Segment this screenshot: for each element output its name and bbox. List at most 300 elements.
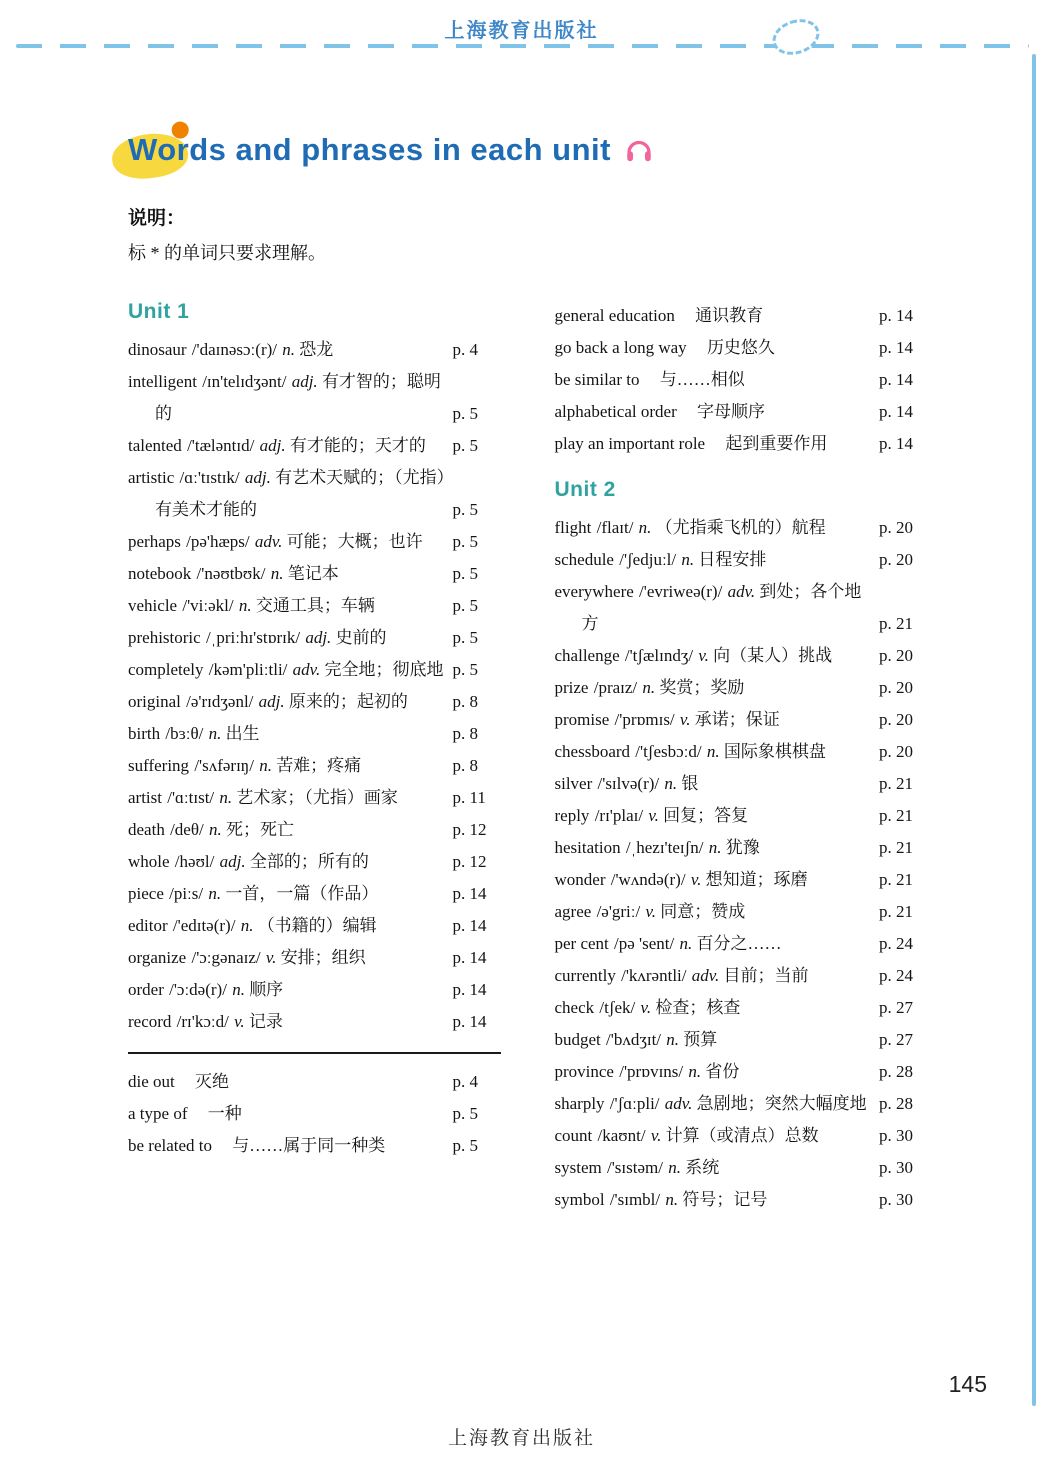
entry-word: currently <box>554 966 616 985</box>
entry-text <box>555 1088 874 1120</box>
entry-pos: n. <box>208 884 222 903</box>
vocab-entry <box>555 1024 928 1056</box>
entry-text <box>555 1120 874 1152</box>
entry-word: birth <box>128 724 161 743</box>
vocab-entry <box>128 430 501 462</box>
entry-text <box>555 992 874 1024</box>
entry-pos: adj. <box>258 692 285 711</box>
entry-definition: 一首，一篇（作品） <box>225 884 379 903</box>
entry-page-ref: p. 30 <box>879 1126 913 1145</box>
vocab-entry <box>555 1120 928 1152</box>
vocab-entry <box>555 832 928 864</box>
vocab-entry <box>555 704 928 736</box>
entry-definition: 奖赏；奖励 <box>659 678 745 697</box>
entry-page-ref: p. 14 <box>879 434 913 453</box>
entry-text <box>128 974 447 1006</box>
vocab-entry <box>555 544 928 576</box>
entry-word: suffering <box>128 756 190 775</box>
entry-phonetic: /flaɪt/ <box>596 518 634 537</box>
entry-word: agree <box>554 902 592 921</box>
entry-text <box>555 1056 874 1088</box>
entry-text <box>128 718 447 750</box>
entry-page-ref: p. 21 <box>879 774 913 793</box>
top-publisher: 上海教育出版社 <box>444 20 599 42</box>
entry-pos: v. <box>648 806 659 825</box>
entry-pos: v. <box>698 646 709 665</box>
entry-word: per cent <box>554 934 609 953</box>
entry-pos: adj. <box>305 628 332 647</box>
note-label: 说明： <box>128 208 186 229</box>
vocab-entry <box>555 800 928 832</box>
unit-2-word-list <box>555 512 928 1216</box>
entry-text <box>555 896 874 928</box>
entry-text <box>555 640 874 672</box>
entry-page-ref: p. 14 <box>452 948 487 967</box>
entry-page-ref: p. 5 <box>452 596 478 615</box>
entry-word: hesitation <box>554 838 621 857</box>
entry-page-ref: p. 5 <box>452 404 478 423</box>
entry-phonetic: /'wʌndə(r)/ <box>610 870 686 889</box>
entry-text <box>128 526 447 558</box>
entry-definition: 预算 <box>683 1030 718 1049</box>
entry-phrase: be similar to <box>554 370 640 389</box>
entry-definition: 出生 <box>225 724 260 743</box>
entry-text <box>128 334 447 366</box>
entry-phonetic: /pə'hæps/ <box>186 532 250 551</box>
entry-phrase: be related to <box>128 1136 213 1155</box>
entry-pos: n. <box>664 774 678 793</box>
entry-definition: 计算（或清点）总数 <box>665 1126 819 1145</box>
entry-text <box>128 558 447 590</box>
vocab-entry <box>128 718 501 750</box>
vocab-entry <box>128 590 501 622</box>
entry-pos: n. <box>208 820 222 839</box>
phrase-entry <box>128 1066 501 1098</box>
headphone-icon <box>623 135 655 165</box>
entry-word: intelligent <box>128 372 197 391</box>
vocab-entry <box>555 896 928 928</box>
entry-phonetic: /'ɔːgənaɪz/ <box>191 948 261 967</box>
entry-definition: 省份 <box>705 1062 740 1081</box>
entry-text <box>555 704 874 736</box>
entry-text <box>555 960 874 992</box>
entry-page-ref: p. 5 <box>452 500 478 519</box>
entry-definition: （尤指乘飞机的）航程 <box>655 518 826 537</box>
entry-page-ref: p. 5 <box>452 436 478 455</box>
entry-page-ref: p. 12 <box>452 820 487 839</box>
bottom-publisher: 上海教育出版社 <box>447 1428 595 1449</box>
vocab-entry <box>128 942 501 974</box>
entry-text <box>555 544 874 576</box>
entry-pos: n. <box>666 1030 680 1049</box>
entry-word: check <box>554 998 595 1017</box>
entry-phonetic: /'tæləntɪd/ <box>187 436 255 455</box>
entry-phonetic: /'bʌdʒɪt/ <box>606 1030 662 1049</box>
vocab-entry <box>128 334 501 366</box>
entry-page-ref: p. 11 <box>452 788 486 807</box>
entry-pos: n. <box>208 724 222 743</box>
entry-phonetic: /'evriweə(r)/ <box>639 582 723 601</box>
entry-page-ref: p. 5 <box>452 564 478 583</box>
entry-text <box>128 782 447 814</box>
entry-definition: 艺术家；（尤指）画家 <box>236 788 398 807</box>
entry-word: everywhere <box>554 582 634 601</box>
entry-pos: n. <box>679 934 693 953</box>
vocab-entry <box>555 960 928 992</box>
entry-definition: 犹豫 <box>725 838 760 857</box>
entry-definition: 史前的 <box>335 628 387 647</box>
vocab-entry <box>555 1152 928 1184</box>
entry-phonetic: /'daɪnəsɔː(r)/ <box>191 340 277 359</box>
entry-pos: adj. <box>259 436 286 455</box>
entry-pos: v. <box>650 1126 662 1145</box>
entry-page-ref: p. 21 <box>879 838 913 857</box>
entry-text <box>555 800 874 832</box>
entry-pos: n. <box>638 518 652 537</box>
entry-definition: 可能；大概；也许 <box>286 532 423 551</box>
entry-definition: 有才智的；聪明的 <box>155 372 441 423</box>
entry-word: editor <box>128 916 168 935</box>
entry-phonetic: /piːs/ <box>169 884 204 903</box>
entry-phonetic: /ˌhezɪ'teɪʃn/ <box>625 838 704 857</box>
entry-text <box>555 928 874 960</box>
word-list-columns <box>128 300 927 1216</box>
entry-page-ref: p. 20 <box>879 710 913 729</box>
entry-page-ref: p. 28 <box>879 1062 913 1081</box>
entry-text <box>128 846 447 878</box>
entry-word: completely <box>128 660 204 679</box>
vocab-entry <box>555 736 928 768</box>
entry-page-ref: p. 21 <box>879 806 913 825</box>
entry-text <box>128 910 447 942</box>
entry-word: dinosaur <box>128 340 187 359</box>
vocab-entry <box>555 992 928 1024</box>
entry-page-ref: p. 14 <box>452 980 487 999</box>
entry-word: original <box>128 692 181 711</box>
entry-word: piece <box>128 884 164 903</box>
vocab-entry <box>555 576 928 640</box>
entry-word: system <box>554 1158 602 1177</box>
entry-definition: 符号；记号 <box>682 1190 768 1209</box>
entry-phrase: go back a long way <box>554 338 687 357</box>
entry-word: perhaps <box>128 532 181 551</box>
entry-text <box>555 864 874 896</box>
entry-phonetic: /'nəʊtbʊk/ <box>196 564 266 583</box>
entry-definition: 通识教育 <box>695 306 764 325</box>
entry-phonetic: /'sɪlvə(r)/ <box>597 774 660 793</box>
entry-phonetic: /ɑː'tɪstɪk/ <box>179 468 240 487</box>
entry-phonetic: /tʃek/ <box>599 998 636 1017</box>
entry-phonetic: /'tʃesbɔːd/ <box>635 742 702 761</box>
entry-phonetic: /ˌpriːhɪ'stɒrɪk/ <box>205 628 301 647</box>
phrase-entry <box>128 1098 501 1130</box>
entry-page-ref: p. 14 <box>879 306 913 325</box>
entry-word: vehicle <box>128 596 178 615</box>
entry-word: chessboard <box>554 742 631 761</box>
entry-phonetic: /həʊl/ <box>174 852 215 871</box>
entry-pos: v. <box>234 1012 245 1031</box>
entry-page-ref: p. 24 <box>879 966 913 985</box>
entry-page-ref: p. 28 <box>879 1094 913 1113</box>
phrase-entry <box>128 1130 501 1162</box>
entry-phonetic: /'tʃælɪndʒ/ <box>624 646 694 665</box>
entry-page-ref: p. 8 <box>452 724 478 743</box>
entry-definition: 记录 <box>248 1012 283 1031</box>
vocab-entry <box>128 910 501 942</box>
vocab-entry <box>555 672 928 704</box>
entry-page-ref: p. 5 <box>452 628 478 647</box>
entry-definition: 起到重要作用 <box>725 434 828 453</box>
entry-pos: n. <box>706 742 720 761</box>
vocab-entry <box>555 1088 928 1120</box>
entry-word: reply <box>554 806 590 825</box>
entry-phonetic: /'viːəkl/ <box>182 596 234 615</box>
entry-text <box>128 622 447 654</box>
entry-page-ref: p. 4 <box>452 1072 478 1091</box>
entry-text <box>128 942 447 974</box>
vocab-entry <box>128 366 501 430</box>
entry-definition: 承诺；保证 <box>694 710 780 729</box>
entry-word: sharply <box>554 1094 605 1113</box>
entry-phrase: alphabetical order <box>554 402 677 421</box>
entry-definition: 死；死亡 <box>225 820 294 839</box>
entry-phrase: play an important role <box>554 434 706 453</box>
entry-definition: 历史悠久 <box>706 338 775 357</box>
phrase-entry <box>555 300 928 332</box>
entry-page-ref: p. 21 <box>879 614 913 633</box>
entry-page-ref: p. 20 <box>879 678 913 697</box>
entry-phonetic: /praɪz/ <box>593 678 638 697</box>
entry-text <box>555 300 874 332</box>
vocab-entry <box>555 928 928 960</box>
entry-definition: 国际象棋棋盘 <box>723 742 826 761</box>
entry-text <box>128 1066 447 1098</box>
entry-pos: adv. <box>254 532 283 551</box>
entry-phonetic: /'prɒvɪns/ <box>619 1062 684 1081</box>
entry-page-ref: p. 5 <box>452 532 478 551</box>
phrase-entry <box>555 428 928 460</box>
entry-text <box>128 462 447 526</box>
vocab-entry <box>555 864 928 896</box>
phrase-entry <box>555 364 928 396</box>
entry-phonetic: /'ɔːdə(r)/ <box>169 980 227 999</box>
unit-2-heading: Unit 2 <box>554 478 616 501</box>
entry-definition: 急剧地；突然大幅度地 <box>696 1094 867 1113</box>
entry-phonetic: /'sɪmbl/ <box>609 1190 661 1209</box>
entry-pos: adv. <box>292 660 321 679</box>
entry-page-ref: p. 27 <box>879 1030 913 1049</box>
entry-word: death <box>128 820 165 839</box>
unit-1-phrase-list <box>128 1066 501 1162</box>
entry-pos: v. <box>645 902 657 921</box>
entry-phonetic: /rɪ'kɔːd/ <box>176 1012 229 1031</box>
page-title <box>128 132 655 168</box>
vocab-entry <box>128 686 501 718</box>
entry-definition: 银 <box>681 774 699 793</box>
entry-pos: v. <box>640 998 652 1017</box>
entry-text <box>555 672 874 704</box>
entry-text <box>128 814 447 846</box>
entry-phonetic: /ɪn'telɪdʒənt/ <box>202 372 287 391</box>
entry-pos: adj. <box>219 852 246 871</box>
vocab-entry <box>555 768 928 800</box>
vocab-entry <box>128 622 501 654</box>
entry-phonetic: /bɜːθ/ <box>165 724 204 743</box>
vocab-entry <box>128 750 501 782</box>
entry-word: prize <box>554 678 589 697</box>
entry-definition: 系统 <box>685 1158 720 1177</box>
entry-definition: 全部的；所有的 <box>249 852 369 871</box>
entry-text <box>128 590 447 622</box>
entry-definition: 顺序 <box>249 980 284 999</box>
vocab-entry <box>128 878 501 910</box>
entry-definition: 一种 <box>207 1104 242 1123</box>
entry-text <box>555 576 874 640</box>
left-column <box>128 300 501 1162</box>
entry-page-ref: p. 5 <box>452 1136 478 1155</box>
entry-phonetic: /'edɪtə(r)/ <box>172 916 236 935</box>
entry-phonetic: /'prɒmɪs/ <box>614 710 675 729</box>
entry-word: challenge <box>554 646 620 665</box>
entry-pos: v. <box>679 710 691 729</box>
entry-definition: 与……相似 <box>659 370 745 389</box>
entry-text <box>555 512 874 544</box>
entry-text <box>555 1184 874 1216</box>
entry-page-ref: p. 27 <box>879 998 913 1017</box>
entry-phonetic: /ə'griː/ <box>596 902 641 921</box>
entry-word: artist <box>128 788 162 807</box>
entry-phonetic: /pə 'sent/ <box>614 934 675 953</box>
entry-page-ref: p. 14 <box>452 1012 487 1031</box>
vocab-entry <box>128 462 501 526</box>
entry-phonetic: /ə'rɪdʒənl/ <box>186 692 254 711</box>
vocab-entry <box>555 1056 928 1088</box>
entry-page-ref: p. 30 <box>879 1158 913 1177</box>
vocab-entry <box>555 512 928 544</box>
entry-page-ref: p. 20 <box>879 742 913 761</box>
vocab-entry <box>555 640 928 672</box>
entry-pos: n. <box>688 1062 702 1081</box>
entry-word: budget <box>554 1030 601 1049</box>
entry-page-ref: p. 14 <box>452 884 487 903</box>
entry-pos: n. <box>240 916 254 935</box>
entry-definition: 交通工具；车辆 <box>255 596 375 615</box>
entry-definition: 日程安排 <box>698 550 767 569</box>
vocab-entry <box>128 1006 501 1038</box>
entry-definition: 苦难；疼痛 <box>276 756 362 775</box>
entry-pos: v. <box>265 948 277 967</box>
entry-definition: 检查；核查 <box>655 998 741 1017</box>
entry-page-ref: p. 14 <box>879 402 913 421</box>
entry-word: organize <box>128 948 187 967</box>
entry-text <box>555 768 874 800</box>
note-text: 标 * 的单词只要求理解。 <box>128 243 326 263</box>
entry-text <box>555 428 874 460</box>
vocab-entry <box>128 558 501 590</box>
entry-definition: 有艺术天赋的；（尤指）有美术才能的 <box>155 468 446 519</box>
entry-definition: 到处；各个地方 <box>581 582 862 633</box>
entry-word: artistic <box>128 468 175 487</box>
right-border-decoration <box>1032 54 1036 1406</box>
entry-page-ref: p. 24 <box>879 934 913 953</box>
vocab-entry <box>128 846 501 878</box>
entry-pos: adv. <box>664 1094 693 1113</box>
page-number: 145 <box>948 1371 987 1397</box>
entry-word: province <box>554 1062 614 1081</box>
entry-pos: n. <box>219 788 233 807</box>
entry-word: count <box>554 1126 593 1145</box>
entry-word: flight <box>554 518 592 537</box>
vocab-entry <box>555 1184 928 1216</box>
entry-pos: n. <box>681 550 695 569</box>
entry-text <box>555 832 874 864</box>
entry-pos: n. <box>282 340 295 359</box>
entry-pos: adv. <box>727 582 756 601</box>
entry-page-ref: p. 21 <box>879 870 913 889</box>
entry-pos: v. <box>690 870 702 889</box>
entry-word: order <box>128 980 164 999</box>
entry-phonetic: /'sʌfərɪŋ/ <box>194 756 254 775</box>
entry-phonetic: /'sɪstəm/ <box>606 1158 663 1177</box>
entry-definition: 安排；组织 <box>280 948 366 967</box>
entry-definition: 恐龙 <box>299 340 334 359</box>
entry-phonetic: /'ɑːtɪst/ <box>167 788 215 807</box>
entry-word: whole <box>128 852 170 871</box>
phrase-entry <box>555 396 928 428</box>
entry-text <box>128 878 447 910</box>
vocab-entry <box>128 654 501 686</box>
entry-page-ref: p. 14 <box>879 338 913 357</box>
entry-page-ref: p. 8 <box>452 692 478 711</box>
entry-page-ref: p. 14 <box>452 916 487 935</box>
entry-definition: 与……属于同一种类 <box>232 1136 386 1155</box>
entry-phrase: die out <box>128 1072 175 1091</box>
entry-text <box>555 396 874 428</box>
entry-text <box>128 750 447 782</box>
entry-text <box>128 1098 447 1130</box>
entry-definition: 同意；赞成 <box>660 902 746 921</box>
entry-definition: 完全地；彻底地 <box>324 660 444 679</box>
dashed-line-decoration <box>16 44 1029 48</box>
note-block <box>128 203 326 265</box>
entry-text <box>128 430 447 462</box>
entry-pos: adj. <box>244 468 271 487</box>
entry-text <box>555 364 874 396</box>
entry-page-ref: p. 20 <box>879 518 913 537</box>
entry-phrase: general education <box>554 306 675 325</box>
entry-pos: n. <box>665 1190 679 1209</box>
entry-text <box>128 1130 447 1162</box>
entry-phonetic: /'ʃɑːpli/ <box>609 1094 660 1113</box>
entry-definition: 有才能的；天才的 <box>289 436 426 455</box>
entry-pos: n. <box>232 980 245 999</box>
entry-pos: adj. <box>291 372 318 391</box>
entry-phonetic: /rɪ'plaɪ/ <box>594 806 644 825</box>
entry-pos: n. <box>259 756 272 775</box>
entry-pos: adv. <box>691 966 720 985</box>
phrase-entry <box>555 332 928 364</box>
entry-word: prehistoric <box>128 628 201 647</box>
entry-text <box>128 366 447 430</box>
entry-text <box>555 332 874 364</box>
entry-definition: 回复；答复 <box>663 806 749 825</box>
entry-page-ref: p. 5 <box>452 1104 478 1123</box>
entry-word: promise <box>554 710 610 729</box>
entry-page-ref: p. 20 <box>879 646 913 665</box>
unit-1-phrase-list-continued <box>555 300 928 460</box>
entry-page-ref: p. 20 <box>879 550 913 569</box>
entry-word: record <box>128 1012 172 1031</box>
